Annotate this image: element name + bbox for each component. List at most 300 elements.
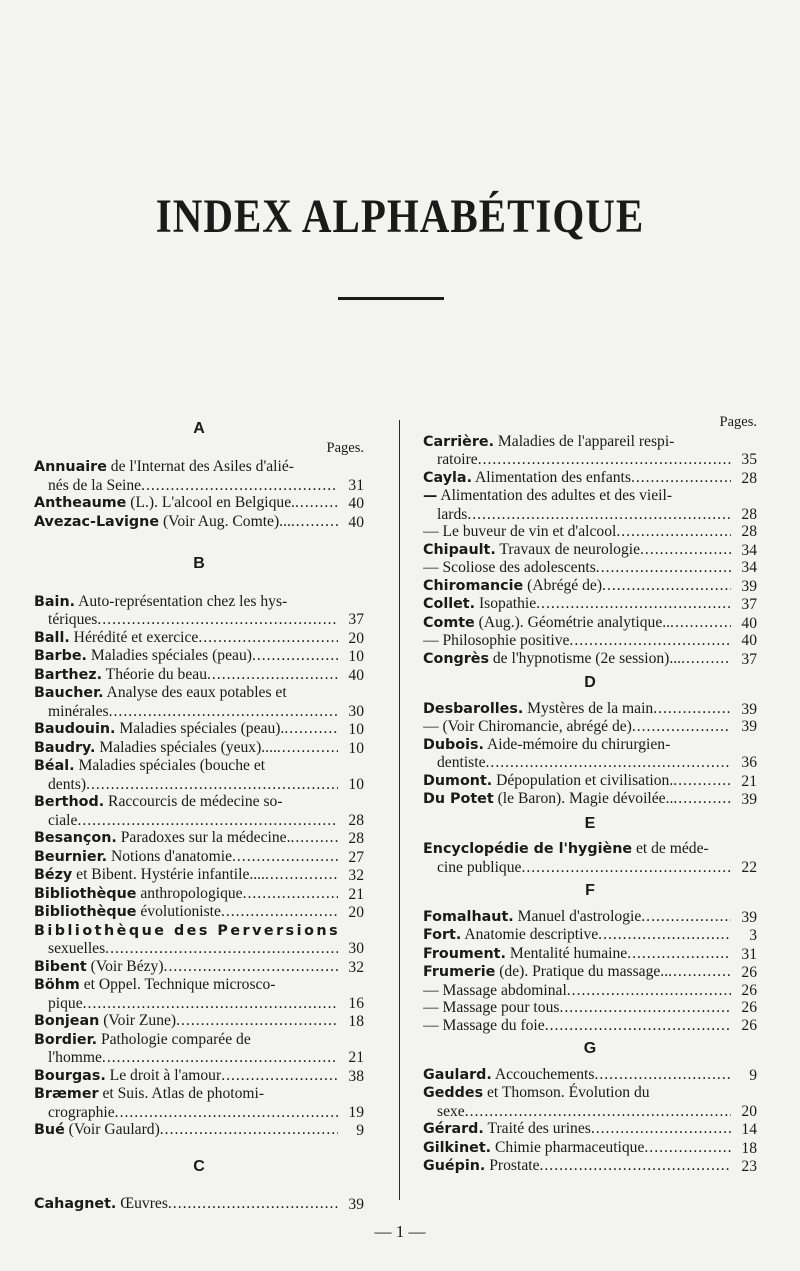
entry-page: 26 bbox=[741, 999, 757, 1016]
entry-description: Maladies spéciales (peau) bbox=[86, 647, 252, 664]
index-entry bbox=[34, 1195, 364, 1214]
entry-continuation bbox=[423, 1103, 757, 1121]
index-entry bbox=[423, 908, 757, 927]
entry-text bbox=[423, 908, 731, 927]
entry-name: Bræmer bbox=[34, 1086, 99, 1102]
entry-text bbox=[423, 945, 731, 964]
entry-page: 31 bbox=[348, 476, 364, 494]
entry-page: 40 bbox=[741, 632, 757, 649]
entry-line bbox=[423, 1017, 757, 1035]
entry-page: 35 bbox=[741, 451, 757, 468]
entry-continuation bbox=[34, 812, 364, 830]
entry-text bbox=[34, 494, 338, 513]
entry-name: Beurnier. bbox=[34, 848, 108, 865]
entry-text bbox=[423, 523, 731, 541]
entry-continuation bbox=[34, 995, 364, 1013]
index-entry bbox=[34, 593, 364, 629]
entry-description: anthropologique bbox=[136, 884, 243, 902]
entry-name: Congrès bbox=[423, 650, 489, 667]
entry-description: (Voir Zune) bbox=[99, 1012, 177, 1029]
index-entry bbox=[34, 513, 364, 532]
entry-line bbox=[34, 513, 364, 532]
index-entry bbox=[34, 494, 364, 513]
entry-description: Maladies spéciales (yeux).... bbox=[95, 738, 277, 756]
entry-name: Avezac-Lavigne bbox=[34, 513, 160, 530]
entry-line bbox=[423, 1139, 757, 1158]
entry-description: et Thomson. Évolution du bbox=[483, 1084, 650, 1101]
entry-page: 10 bbox=[348, 648, 364, 665]
entry-page: 39 bbox=[741, 700, 757, 718]
entry-name: Du Potet bbox=[423, 791, 494, 807]
entry-name: Dubois. bbox=[423, 736, 484, 753]
entry-text bbox=[423, 999, 731, 1017]
entry-line bbox=[34, 885, 364, 904]
entry-text bbox=[34, 739, 338, 758]
entry-name: Dumont. bbox=[423, 772, 493, 789]
entry-line bbox=[34, 494, 364, 513]
entry-page: 36 bbox=[741, 754, 757, 771]
entry-line bbox=[34, 1121, 364, 1140]
entry-description: Dépopulation et civilisation. bbox=[492, 771, 674, 789]
entry-continuation bbox=[34, 477, 364, 495]
entry-text bbox=[423, 718, 731, 736]
entry-page: 18 bbox=[741, 1139, 757, 1157]
section-c bbox=[34, 1195, 364, 1214]
index-entry bbox=[423, 736, 757, 772]
entry-page: 40 bbox=[348, 666, 364, 684]
entry-name: — bbox=[423, 1016, 439, 1034]
entry-description: Accouchements bbox=[491, 1065, 595, 1083]
pages-header: Pages. bbox=[326, 439, 364, 456]
entry-line bbox=[423, 1066, 757, 1085]
index-entry bbox=[34, 720, 364, 739]
entry-page: 3 bbox=[749, 927, 757, 944]
entry-line bbox=[423, 718, 757, 736]
entry-continuation bbox=[423, 859, 757, 877]
entry-continuation-text: minérales ..... bbox=[48, 703, 338, 721]
entry-text bbox=[423, 595, 731, 614]
entry-first-line bbox=[423, 433, 757, 452]
entry-line bbox=[423, 632, 757, 650]
entry-description: de l'hypnotisme (2e session)... bbox=[488, 649, 682, 667]
entry-page: 34 bbox=[741, 559, 757, 576]
entry-text bbox=[34, 1121, 338, 1140]
entry-line bbox=[423, 945, 757, 964]
entry-description: Massage du foie bbox=[438, 1016, 545, 1034]
entry-page: 20 bbox=[741, 1102, 757, 1120]
entry-continuation bbox=[34, 940, 364, 958]
entry-text bbox=[423, 772, 731, 791]
entry-line bbox=[423, 963, 757, 982]
entry-text bbox=[34, 903, 338, 922]
entry-name: Berthod. bbox=[34, 794, 105, 810]
entry-first-line bbox=[34, 684, 364, 703]
index-entry bbox=[423, 1066, 757, 1085]
section-letter-c: C bbox=[193, 1157, 205, 1175]
entry-text bbox=[423, 614, 731, 633]
index-entry bbox=[423, 632, 757, 650]
entry-page: 19 bbox=[348, 1103, 364, 1121]
entry-page: 39 bbox=[741, 791, 757, 808]
entry-page: 28 bbox=[348, 830, 364, 847]
entry-line bbox=[34, 958, 364, 977]
section-letter-e: E bbox=[584, 814, 596, 832]
index-entry bbox=[423, 945, 757, 964]
entry-name: Gilkinet. bbox=[423, 1139, 492, 1156]
index-entry bbox=[34, 922, 364, 958]
entry-text bbox=[423, 1139, 731, 1158]
entry-line bbox=[423, 790, 757, 809]
index-entry bbox=[423, 718, 757, 736]
entry-text bbox=[423, 926, 731, 945]
entry-page: 40 bbox=[348, 513, 364, 531]
index-entry bbox=[34, 976, 364, 1012]
entry-page: 20 bbox=[348, 629, 364, 647]
entry-continuation bbox=[423, 506, 757, 524]
entry-description: Alimentation des adultes et des vieil- bbox=[437, 487, 673, 504]
index-entry bbox=[34, 666, 364, 685]
index-entry bbox=[423, 433, 757, 469]
column-divider bbox=[399, 420, 400, 1200]
entry-page: 28 bbox=[348, 811, 364, 829]
left-column bbox=[34, 414, 364, 1214]
bleed-through-text bbox=[180, 18, 183, 34]
index-entry bbox=[34, 684, 364, 720]
entry-name: Carrière. bbox=[423, 433, 495, 450]
entry-name: Fort. bbox=[423, 927, 462, 943]
entry-description: Hérédité et exercice bbox=[69, 628, 199, 646]
entry-description: Œuvres bbox=[116, 1195, 168, 1212]
entry-description: Mystères de la main bbox=[523, 699, 654, 717]
section-e bbox=[423, 840, 757, 876]
entry-text bbox=[423, 982, 731, 1000]
entry-line bbox=[34, 1067, 364, 1086]
index-entry bbox=[34, 647, 364, 666]
entry-text bbox=[423, 790, 731, 809]
entry-page: 23 bbox=[741, 1158, 757, 1175]
entry-name: Béal. bbox=[34, 758, 75, 774]
entry-name: — bbox=[423, 488, 438, 504]
entry-continuation-text: lards ..... bbox=[437, 506, 731, 524]
entry-continuation bbox=[34, 1104, 364, 1122]
entry-continuation-text: crographie ..... bbox=[48, 1104, 338, 1122]
entry-name: Encyclopédie de l'hygiène bbox=[423, 841, 633, 857]
entry-page: 37 bbox=[348, 611, 364, 628]
entry-page: 28 bbox=[741, 505, 757, 523]
entry-text bbox=[423, 577, 731, 596]
entry-name: Bonjean bbox=[34, 1013, 100, 1029]
entry-description: de l'Internat des Asiles d'alié- bbox=[106, 458, 294, 475]
entry-name: Böhm bbox=[34, 977, 80, 993]
entry-line bbox=[423, 523, 757, 541]
index-entry bbox=[423, 1157, 757, 1176]
index-entry bbox=[423, 595, 757, 614]
right-column bbox=[423, 414, 757, 1176]
entry-first-line bbox=[34, 976, 364, 995]
index-entry bbox=[34, 1031, 364, 1067]
section-letter-b: B bbox=[193, 555, 205, 572]
entry-text bbox=[423, 1157, 731, 1176]
entry-description: et Bibent. Hystérie infantile.... bbox=[72, 866, 265, 883]
entry-line bbox=[34, 866, 364, 885]
entry-page: 32 bbox=[348, 958, 364, 976]
entry-description: Mentalité humaine bbox=[505, 944, 628, 962]
page-title: INDEX ALPHABÉTIQUE bbox=[155, 189, 645, 243]
entry-text bbox=[34, 829, 338, 848]
entry-description: évolutioniste bbox=[136, 903, 221, 920]
pages-header-right: Pages. bbox=[719, 414, 757, 430]
entry-text bbox=[34, 513, 338, 532]
entry-page: 37 bbox=[741, 650, 757, 668]
entry-name: — bbox=[423, 632, 439, 649]
entry-name: Cahagnet. bbox=[34, 1196, 117, 1212]
index-entry bbox=[423, 700, 757, 719]
entry-continuation bbox=[34, 1049, 364, 1067]
entry-description: Théorie du beau bbox=[102, 665, 207, 683]
entry-description: Alimentation des enfants bbox=[472, 468, 631, 486]
entry-name: Besançon. bbox=[34, 830, 117, 846]
entry-text bbox=[34, 885, 338, 904]
entry-first-line bbox=[34, 922, 364, 941]
entry-line bbox=[423, 772, 757, 791]
entry-page: 26 bbox=[741, 964, 757, 981]
entry-line bbox=[34, 829, 364, 848]
entry-page: 30 bbox=[348, 702, 364, 720]
entry-line bbox=[34, 666, 364, 685]
index-entry bbox=[34, 458, 364, 494]
entry-description: Pathologie comparée de bbox=[97, 1030, 251, 1048]
index-entry bbox=[423, 999, 757, 1017]
entry-page: 39 bbox=[741, 577, 757, 595]
entry-line bbox=[423, 908, 757, 927]
entry-continuation bbox=[34, 776, 364, 794]
entry-description: Travaux de neurologie bbox=[495, 540, 641, 558]
section-b bbox=[34, 593, 364, 1140]
entry-page: 10 bbox=[348, 775, 364, 793]
entry-description: et de méde- bbox=[632, 840, 709, 857]
entry-line bbox=[423, 982, 757, 1000]
entry-name: — bbox=[423, 559, 439, 576]
entry-line bbox=[34, 1012, 364, 1031]
entry-name: Froument. bbox=[423, 945, 506, 962]
index-entry bbox=[34, 903, 364, 922]
entry-first-line bbox=[423, 840, 757, 859]
entry-page: 39 bbox=[741, 718, 757, 735]
entry-page: 14 bbox=[741, 1121, 757, 1138]
entry-continuation-text: dentiste ..... bbox=[437, 754, 731, 772]
entry-text bbox=[423, 700, 731, 719]
index-entry bbox=[423, 1084, 757, 1120]
entry-name: Barthez. bbox=[34, 666, 103, 683]
entry-description: Chimie pharmaceutique bbox=[491, 1138, 645, 1156]
entry-name: Guépin. bbox=[423, 1158, 486, 1174]
entry-description: Maladies spéciales (bouche et bbox=[74, 757, 266, 774]
entry-continuation-text: sexe ..... bbox=[437, 1103, 731, 1121]
index-entry bbox=[34, 866, 364, 885]
index-entry bbox=[423, 541, 757, 560]
entry-text bbox=[423, 1017, 731, 1035]
entry-continuation bbox=[34, 611, 364, 629]
entry-page: 39 bbox=[741, 908, 757, 926]
entry-description: Traité des urines bbox=[483, 1120, 591, 1137]
page-number: — 1 — bbox=[374, 1222, 426, 1241]
entry-text bbox=[34, 666, 338, 685]
entry-name: Bibent bbox=[34, 958, 87, 975]
section-c-continued bbox=[423, 433, 757, 669]
entry-description: (Voir Chiromancie, abrégé de) bbox=[438, 718, 632, 735]
entry-description: (L.). L'alcool en Belgique. bbox=[126, 494, 296, 511]
entry-name: Bézy bbox=[34, 867, 73, 883]
entry-line bbox=[423, 614, 757, 633]
section-letter-d: D bbox=[584, 674, 596, 691]
entry-line bbox=[34, 1195, 364, 1214]
entry-description: Auto-représentation chez les hys- bbox=[75, 592, 288, 610]
entry-continuation bbox=[423, 754, 757, 772]
entry-name: Frumerie bbox=[423, 964, 496, 980]
entry-description: Prostate bbox=[485, 1157, 540, 1174]
entry-description: Analyse des eaux potables et bbox=[103, 684, 287, 701]
entry-page: 21 bbox=[348, 1049, 364, 1066]
section-letter-f: F bbox=[585, 882, 595, 899]
entry-text bbox=[34, 1067, 338, 1086]
entry-continuation-text: pique ..... bbox=[48, 995, 338, 1013]
index-entry bbox=[423, 559, 757, 577]
entry-description: Manuel d'astrologie bbox=[513, 907, 642, 925]
index-entry bbox=[34, 829, 364, 848]
entry-first-line bbox=[34, 458, 364, 477]
entry-page: 27 bbox=[348, 848, 364, 866]
index-entry bbox=[423, 963, 757, 982]
entry-name: Baudouin. bbox=[34, 721, 116, 737]
entry-text bbox=[34, 866, 338, 885]
index-entry bbox=[423, 650, 757, 669]
index-entry bbox=[423, 926, 757, 945]
entry-description: (le Baron). Magie dévoilée.. bbox=[493, 790, 674, 807]
index-entry bbox=[34, 793, 364, 829]
entry-first-line bbox=[423, 736, 757, 755]
entry-page: 18 bbox=[348, 1013, 364, 1030]
entry-text bbox=[423, 650, 731, 669]
entry-continuation bbox=[34, 703, 364, 721]
index-entry bbox=[423, 982, 757, 1000]
entry-first-line bbox=[423, 487, 757, 506]
entry-line bbox=[34, 647, 364, 666]
entry-text bbox=[34, 848, 338, 867]
entry-name: Annuaire bbox=[34, 459, 107, 475]
entry-line bbox=[423, 541, 757, 560]
entry-description: (Voir Aug. Comte)... bbox=[159, 512, 291, 530]
entry-page: 38 bbox=[348, 1067, 364, 1085]
index-entry bbox=[34, 885, 364, 904]
entry-name: Desbarolles. bbox=[423, 700, 524, 717]
entry-name: Collet. bbox=[423, 596, 476, 612]
entry-description: (Aug.). Géométrie analytique.. bbox=[474, 613, 671, 631]
entry-page: 34 bbox=[741, 541, 757, 559]
index-entry bbox=[423, 772, 757, 791]
entry-name: Comte bbox=[423, 614, 475, 631]
entry-page: 28 bbox=[741, 523, 757, 540]
entry-text bbox=[423, 541, 731, 560]
entry-description: Scoliose des adolescents bbox=[438, 559, 596, 576]
entry-first-line bbox=[34, 1031, 364, 1050]
section-a bbox=[34, 458, 364, 531]
index-entry bbox=[34, 958, 364, 977]
index-entry bbox=[423, 487, 757, 523]
entry-text bbox=[34, 720, 338, 739]
entry-continuation-text: cine publique ..... bbox=[437, 859, 731, 877]
entry-text bbox=[34, 647, 338, 666]
entry-line bbox=[34, 903, 364, 922]
entry-text bbox=[423, 1120, 731, 1139]
entry-page: 40 bbox=[348, 495, 364, 512]
entry-text bbox=[34, 629, 338, 648]
entry-line bbox=[423, 1157, 757, 1176]
entry-description: (de). Pratique du massage.. bbox=[495, 963, 669, 980]
entry-text bbox=[34, 1012, 338, 1031]
entry-page: 21 bbox=[348, 885, 364, 903]
index-entry bbox=[34, 1085, 364, 1121]
section-g bbox=[423, 1066, 757, 1176]
entry-name: — bbox=[423, 718, 439, 735]
entry-name: Ball. bbox=[34, 629, 70, 646]
entry-name: Chiromancie bbox=[423, 577, 524, 594]
entry-page: 40 bbox=[741, 614, 757, 632]
entry-continuation-text: tériques ..... bbox=[48, 611, 338, 629]
entry-page: 31 bbox=[741, 945, 757, 963]
entry-line bbox=[423, 559, 757, 577]
entry-name: Baucher. bbox=[34, 685, 104, 701]
entry-description: Massage abdominal bbox=[438, 981, 567, 999]
entry-line bbox=[34, 739, 364, 758]
entry-text bbox=[423, 469, 731, 488]
entry-name: — bbox=[423, 999, 439, 1016]
entry-name: Bué bbox=[34, 1122, 65, 1138]
entry-description: et Oppel. Technique microsco- bbox=[79, 976, 276, 993]
entry-name: Antheaume bbox=[34, 495, 127, 511]
index-entry bbox=[423, 840, 757, 876]
index-entry bbox=[34, 1067, 364, 1086]
section-letter-a: A bbox=[193, 420, 205, 437]
entry-line bbox=[423, 595, 757, 614]
entry-continuation-text: ratoire ..... bbox=[437, 451, 731, 469]
entry-first-line bbox=[34, 593, 364, 612]
section-d bbox=[423, 700, 757, 809]
index-entry bbox=[423, 790, 757, 809]
entry-text bbox=[423, 559, 731, 577]
entry-text bbox=[34, 1195, 338, 1214]
entry-page: 28 bbox=[741, 469, 757, 487]
entry-page: 26 bbox=[741, 981, 757, 999]
entry-description: Maladies de l'appareil respi- bbox=[494, 432, 675, 450]
entry-description: Isopathie bbox=[475, 595, 537, 612]
entry-description: Anatomie descriptive bbox=[461, 926, 599, 943]
entry-line bbox=[423, 700, 757, 719]
entry-page: 39 bbox=[348, 1196, 364, 1213]
entry-continuation-text: sexuelles ..... bbox=[48, 940, 338, 958]
entry-description: et Suis. Atlas de photomi- bbox=[98, 1085, 265, 1102]
entry-name: Bibliothèque des Perversions bbox=[34, 922, 341, 939]
entry-continuation-text: l'homme ..... bbox=[48, 1049, 338, 1067]
entry-page: 32 bbox=[348, 867, 364, 884]
entry-page: 16 bbox=[348, 994, 364, 1012]
section-letter-g: G bbox=[583, 1040, 597, 1057]
title-rule bbox=[338, 297, 444, 300]
entry-name: Bourgas. bbox=[34, 1067, 106, 1084]
entry-description: Paradoxes sur la médecine. bbox=[116, 829, 291, 846]
entry-page: 10 bbox=[348, 739, 364, 757]
entry-line bbox=[423, 926, 757, 945]
index-entry bbox=[34, 1012, 364, 1031]
